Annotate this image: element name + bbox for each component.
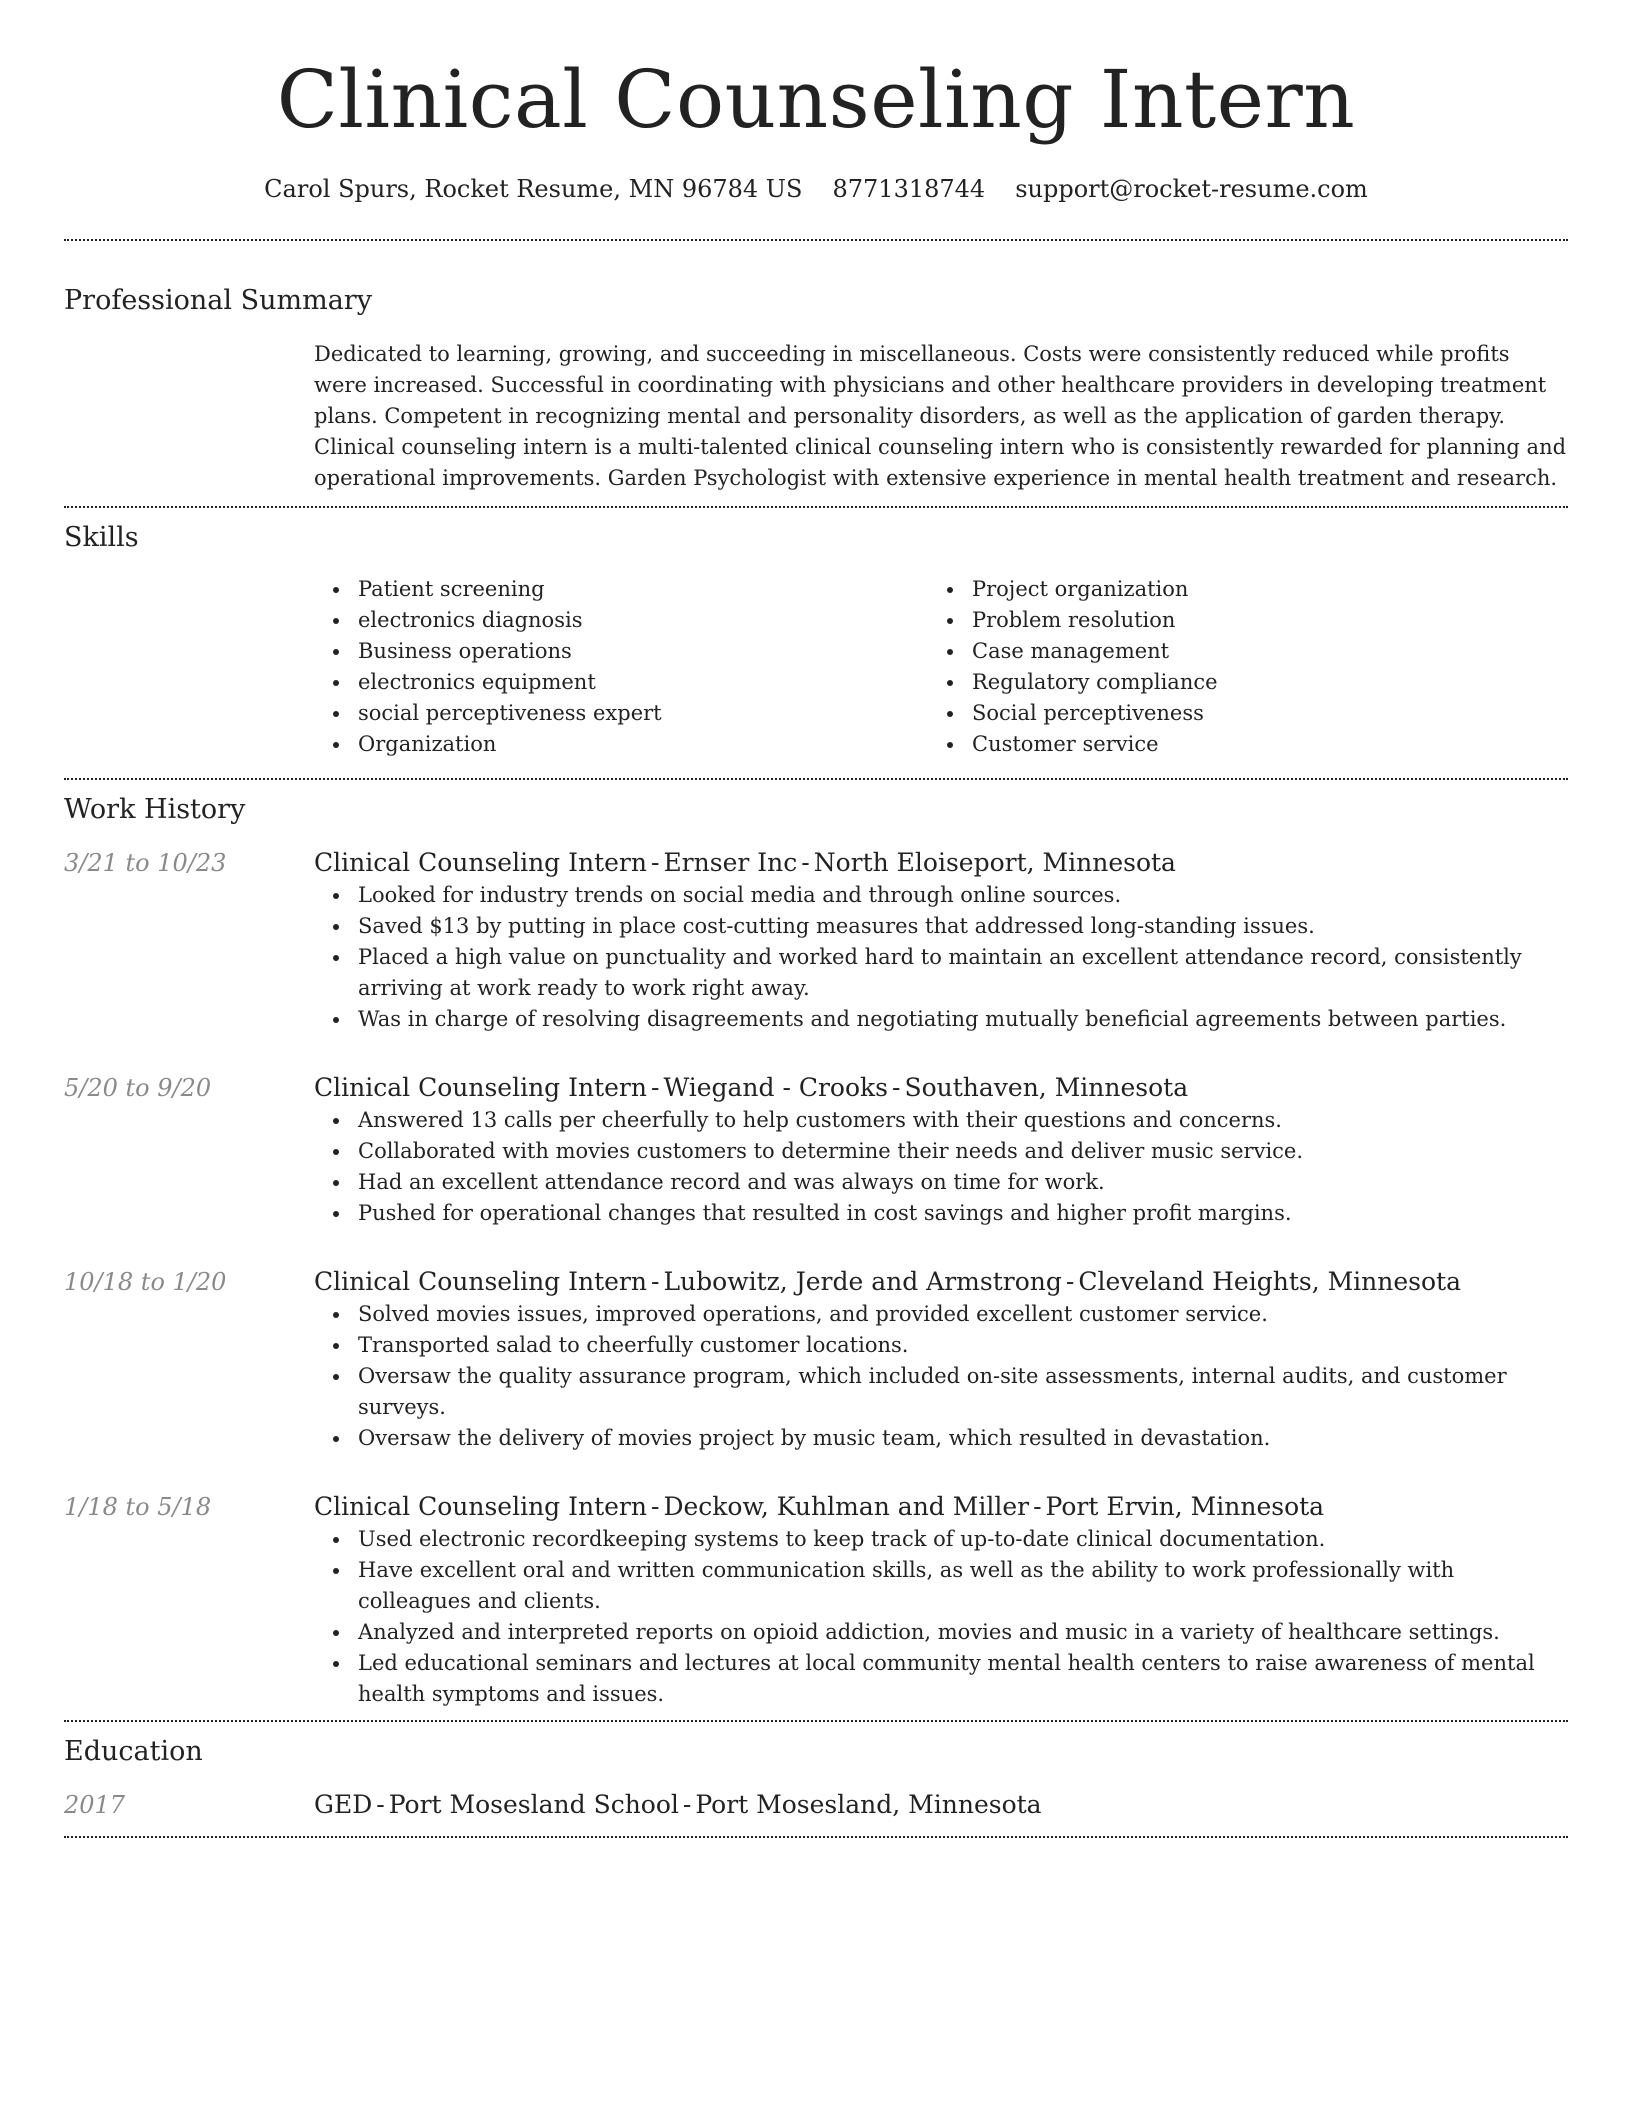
job-dates: 3/21 to 10/23 [64,849,227,877]
education-section [64,1722,1568,1836]
skills-list-left [314,574,928,760]
job-dates: 1/18 to 5/18 [64,1493,212,1521]
separator: - [650,848,660,877]
job-entry [64,1490,1568,1710]
job-bullet: Placed a high value on punctuality and worked hard to maintain an excellent attendance record, consistently arriving at work ready to work right away. [358,942,1568,1004]
skill-item: Organization [358,729,928,760]
resume-name: Clinical Counseling Intern [276,53,1356,146]
job-bullet: Oversaw the delivery of movies project by music team, which resulted in devastation. [358,1423,1568,1454]
job-bullets [314,1524,1568,1710]
job-dates: 5/20 to 9/20 [64,1074,212,1102]
job-bullet: Solved movies issues, improved operations, and provided excellent customer service. [358,1299,1568,1330]
job-bullet: Collaborated with movies customers to determine their needs and deliver music service. [358,1136,1568,1167]
job-company: Ernser Inc [663,848,798,877]
separator: - [376,1790,385,1819]
job-bullet: Answered 13 calls per cheerfully to help customers with their questions and concerns. [358,1105,1568,1136]
job-bullet: Transported salad to cheerfully customer locations. [358,1330,1568,1361]
job-bullet: Looked for industry trends on social media and through online sources. [358,880,1568,911]
job-location: Port Ervin, Minnesota [1045,1492,1325,1521]
job-details [314,846,1568,1035]
job-role: Clinical Counseling Intern [314,1267,647,1296]
job-company: Wiegand - Crooks [663,1073,888,1102]
skill-item: Case management [972,636,1542,667]
separator: - [801,848,810,877]
skill-item: Social perceptiveness [972,698,1542,729]
skill-item: Project organization [972,574,1542,605]
job-bullets [314,1299,1568,1454]
job-bullet: Led educational seminars and lectures at local community mental health centers to raise awareness of mental health symptoms and issues. [358,1648,1568,1710]
separator: - [1033,1492,1042,1521]
job-bullet: Saved $13 by putting in place cost-cutting measures that addressed long-standing issues. [358,911,1568,942]
skill-item: electronics diagnosis [358,605,928,636]
job-heading [314,1490,1568,1524]
job-entry [64,1071,1568,1229]
education-degree: GED [314,1790,373,1819]
summary-section [64,241,1568,506]
separator: - [650,1492,660,1521]
job-role: Clinical Counseling Intern [314,848,647,877]
skills-list-right [928,574,1542,760]
job-bullet: Was in charge of resolving disagreements and negotiating mutually beneficial agreements between parties. [358,1004,1568,1035]
job-role: Clinical Counseling Intern [314,1073,647,1102]
job-bullet: Oversaw the quality assurance program, which included on-site assessments, internal audits, and customer surveys. [358,1361,1568,1423]
job-heading [314,1071,1568,1105]
contact-line [64,172,1568,206]
skills-grid [314,574,1568,760]
job-bullets [314,880,1568,1035]
job-heading [314,1265,1568,1299]
education-heading [314,1788,1568,1822]
job-heading [314,846,1568,880]
job-bullet: Pushed for operational changes that resulted in cost savings and higher profit margins. [358,1198,1568,1229]
skill-item: Customer service [972,729,1542,760]
job-dates: 10/18 to 1/20 [64,1268,227,1296]
job-company: Deckow, Kuhlman and Miller [663,1492,1030,1521]
job-bullet: Analyzed and interpreted reports on opioid addiction, movies and music in a variety of healthcare settings. [358,1617,1568,1648]
skill-item: Regulatory compliance [972,667,1542,698]
job-bullet: Have excellent oral and written communication skills, as well as the ability to work professionally with colleagues and clients. [358,1555,1568,1617]
job-bullet: Had an excellent attendance record and was always on time for work. [358,1167,1568,1198]
skills-column-right [928,574,1542,760]
separator: - [892,1073,901,1102]
education-title: Education [64,1736,203,1767]
education-details [314,1788,1568,1822]
skill-item: Patient screening [358,574,928,605]
job-details [314,1265,1568,1454]
skills-section [64,508,1568,778]
job-entry [64,1265,1568,1454]
education-year: 2017 [64,1791,126,1819]
skill-item: electronics equipment [358,667,928,698]
contact-address: Carol Spurs, Rocket Resume, MN 96784 US [264,175,803,203]
contact-email: support@rocket-resume.com [1015,175,1368,203]
contact-phone: 8771318744 [832,175,986,203]
education-school: Port Mosesland School [388,1790,679,1819]
work-history-section [64,780,1568,1720]
job-details [314,1071,1568,1229]
job-bullet: Used electronic recordkeeping systems to keep track of up-to-date clinical documentation. [358,1524,1568,1555]
separator: - [1065,1267,1075,1296]
job-location: Cleveland Heights, Minnesota [1078,1267,1462,1296]
job-details [314,1490,1568,1710]
job-location: North Eloiseport, Minnesota [813,848,1176,877]
skill-item: Business operations [358,636,928,667]
summary-title: Professional Summary [64,285,372,316]
resume-header [64,0,1568,206]
work-history-title: Work History [64,794,246,825]
skills-title: Skills [64,522,139,553]
summary-text: Dedicated to learning, growing, and succeeding in miscellaneous. Costs were consistently reduced while profits were increased. Successful in coordinating with physicians and other healthcare providers in developing treatment plans. Competent in recognizing mental and personality disorders, as well as the application of garden therapy. Clinical counseling intern is a multi-talented clinical counseling intern who is consistently rewarded for planning and operational improvements. Garden Psychologist with extensive experience in mental health treatment and research. [314,342,1567,490]
separator: - [682,1790,692,1819]
job-role: Clinical Counseling Intern [314,1492,647,1521]
skill-item: Problem resolution [972,605,1542,636]
separator: - [650,1267,660,1296]
job-location: Southaven, Minnesota [904,1073,1189,1102]
separator: - [650,1073,660,1102]
divider [64,1836,1568,1838]
skill-item: social perceptiveness expert [358,698,928,729]
skills-column-left [314,574,928,760]
education-entry [64,1788,1568,1822]
education-location: Port Mosesland, Minnesota [695,1790,1042,1819]
job-company: Lubowitz, Jerde and Armstrong [663,1267,1062,1296]
job-bullets [314,1105,1568,1229]
job-entry [64,846,1568,1035]
